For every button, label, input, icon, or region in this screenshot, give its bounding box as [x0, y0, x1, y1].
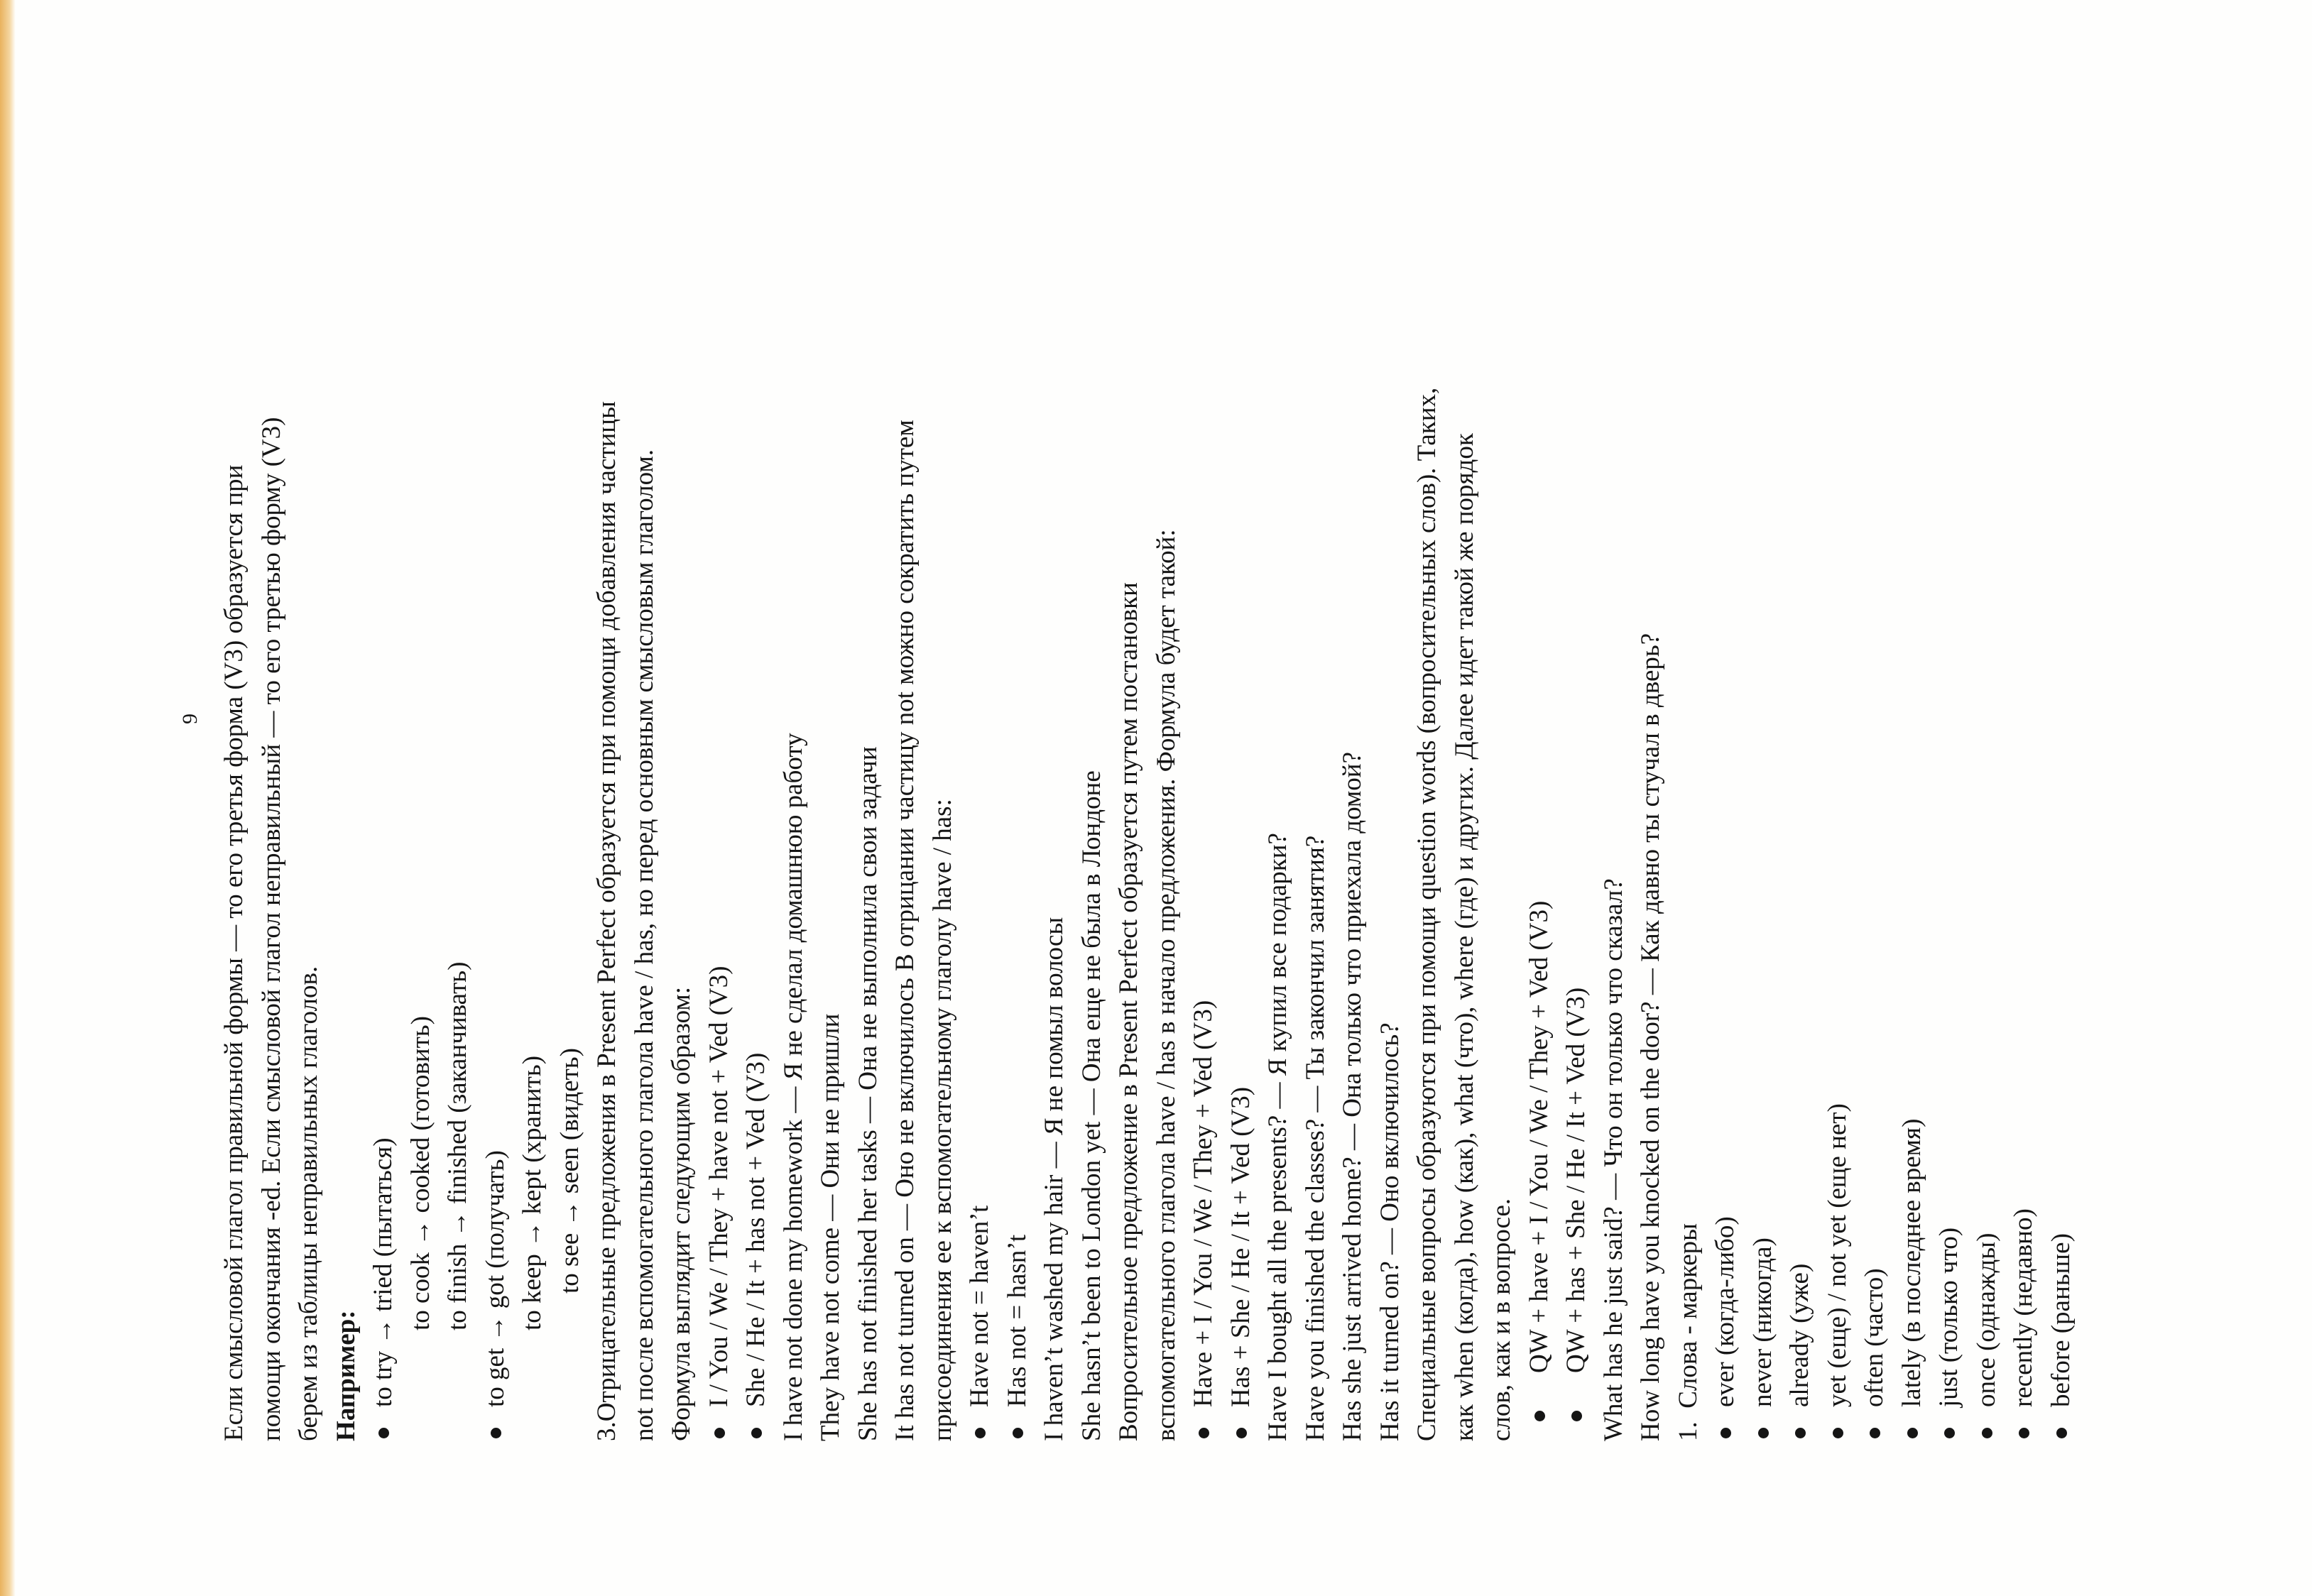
bullet-item: yet (еще) / not yet (еще нет)	[1819, 71, 1857, 1441]
bullet-item: already (уже)	[1782, 71, 1819, 1441]
bullet-item: just (только что)	[1931, 71, 1968, 1441]
text-line: слов, как и в вопросе.	[1487, 1198, 1516, 1441]
text-line: She hasn’t been to London yet — Она еще не была в Лондоне	[1076, 770, 1106, 1441]
text-line: It has not turned on — Оно не включилось В отрицании частицу not можно сократить путем	[890, 420, 920, 1441]
text-line: 3.Отрицательные предложения в Present Perfect образуется при помощи добавления частицы	[592, 401, 621, 1441]
text-line: Have you finished the classes? — Ты закончил занятия?	[1300, 835, 1330, 1441]
text-line: Has it turned on? — Оно включилось?	[1375, 1022, 1405, 1441]
bullet-item: I / You / We / They + have not + Ved (V3)	[701, 71, 738, 1441]
text-line: берем из таблицы неправильных глаголов.	[294, 966, 323, 1441]
bullet-item: Have + I / You / We / They + Ved (V3)	[1185, 71, 1223, 1441]
bullet-item: to try → tried (пытаться)	[365, 71, 403, 1441]
text-line: Вопросительное предложение в Present Perfect образуется путем постановки	[1114, 582, 1143, 1441]
text-line: Has she just arrived home? — Она только что приехала домой?	[1338, 751, 1367, 1441]
text-line: They have not come — Они не пришли	[816, 1013, 845, 1441]
text-line: Если смысловой глагол правильной формы — то его третья форма (V3) образуется при	[219, 464, 249, 1441]
rotated-document-page	[176, 0, 2076, 1441]
text-line: I have not done my homework — Я не сделал домашнюю работу	[778, 733, 808, 1441]
text-line: присоединения ее к вспомогательному глаголу have / has:	[927, 799, 957, 1441]
bullet-item: to get → got (получать)	[477, 71, 515, 1441]
text-line: She has not finished her tasks — Она не выполнила свои задачи	[853, 746, 883, 1441]
bullet-item: before (раньше)	[2043, 71, 2081, 1441]
text-line: What has he just said? — Что он только что сказал?	[1598, 878, 1628, 1441]
text-line: not после вспомогательного глагола have / has, но перед основным смысловым глаголом.	[629, 449, 659, 1441]
scan-edge	[0, 0, 16, 1596]
bullet-item: QW + have + I / You / We / They + Ved (V3)	[1521, 71, 1559, 1441]
bullet-item: once (однажды)	[1968, 71, 2006, 1441]
page-number: 9	[178, 714, 202, 724]
bullet-item: QW + has + She / He / It + Ved (V3)	[1558, 71, 1596, 1441]
example-line: to finish → finished (заканчивать)	[443, 961, 472, 1330]
text-line: How long have you knocked on the door? — Как давно ты стучал в дверь?	[1636, 633, 1665, 1441]
bullet-item: Have not = haven’t	[961, 71, 999, 1441]
text-line: Have I bought all the presents? — Я купил все подарки?	[1263, 833, 1292, 1441]
text-line: Формула выглядит следующим образом:	[667, 986, 696, 1441]
text-line: 1. Слова - маркеры	[1673, 1223, 1703, 1441]
text-line: I haven’t washed my hair — Я не помыл волосы	[1040, 917, 1069, 1441]
example-line: to see → seen (видеть)	[555, 1048, 584, 1294]
text-line: помощи окончания -ed. Если смысловой глагол неправильный — то его третью форму (V3)	[256, 417, 286, 1441]
bullet-item: She / He / It + has not + Ved (V3)	[738, 71, 775, 1441]
text-line: Специальные вопросы образуются при помощи question words (вопросительных слов). Таких,	[1412, 387, 1441, 1441]
bullet-item: often (часто)	[1856, 71, 1894, 1441]
bullet-item: recently (недавно)	[2005, 71, 2043, 1441]
text-line: вспомогательного глагола have / has в начало предложения. Формула будет такой:	[1151, 529, 1181, 1441]
bullet-item: ever (когда-либо)	[1707, 71, 1745, 1441]
section-heading: Например:	[331, 1310, 361, 1441]
bullet-item: never (никогда)	[1745, 71, 1782, 1441]
example-line: to cook → cooked (готовить)	[405, 1016, 435, 1330]
bullet-item: Has not = hasn’t	[999, 71, 1037, 1441]
example-line: to keep → kept (хранить)	[518, 1055, 547, 1330]
document-body	[216, 71, 2080, 1441]
bullet-item: Has + She / He / It + Ved (V3)	[1223, 71, 1260, 1441]
bullet-item: lately (в последнее время)	[1894, 71, 1931, 1441]
text-line: как when (когда), how (как), what (что), where (где) и других. Далее идет такой же порядок	[1449, 433, 1479, 1441]
